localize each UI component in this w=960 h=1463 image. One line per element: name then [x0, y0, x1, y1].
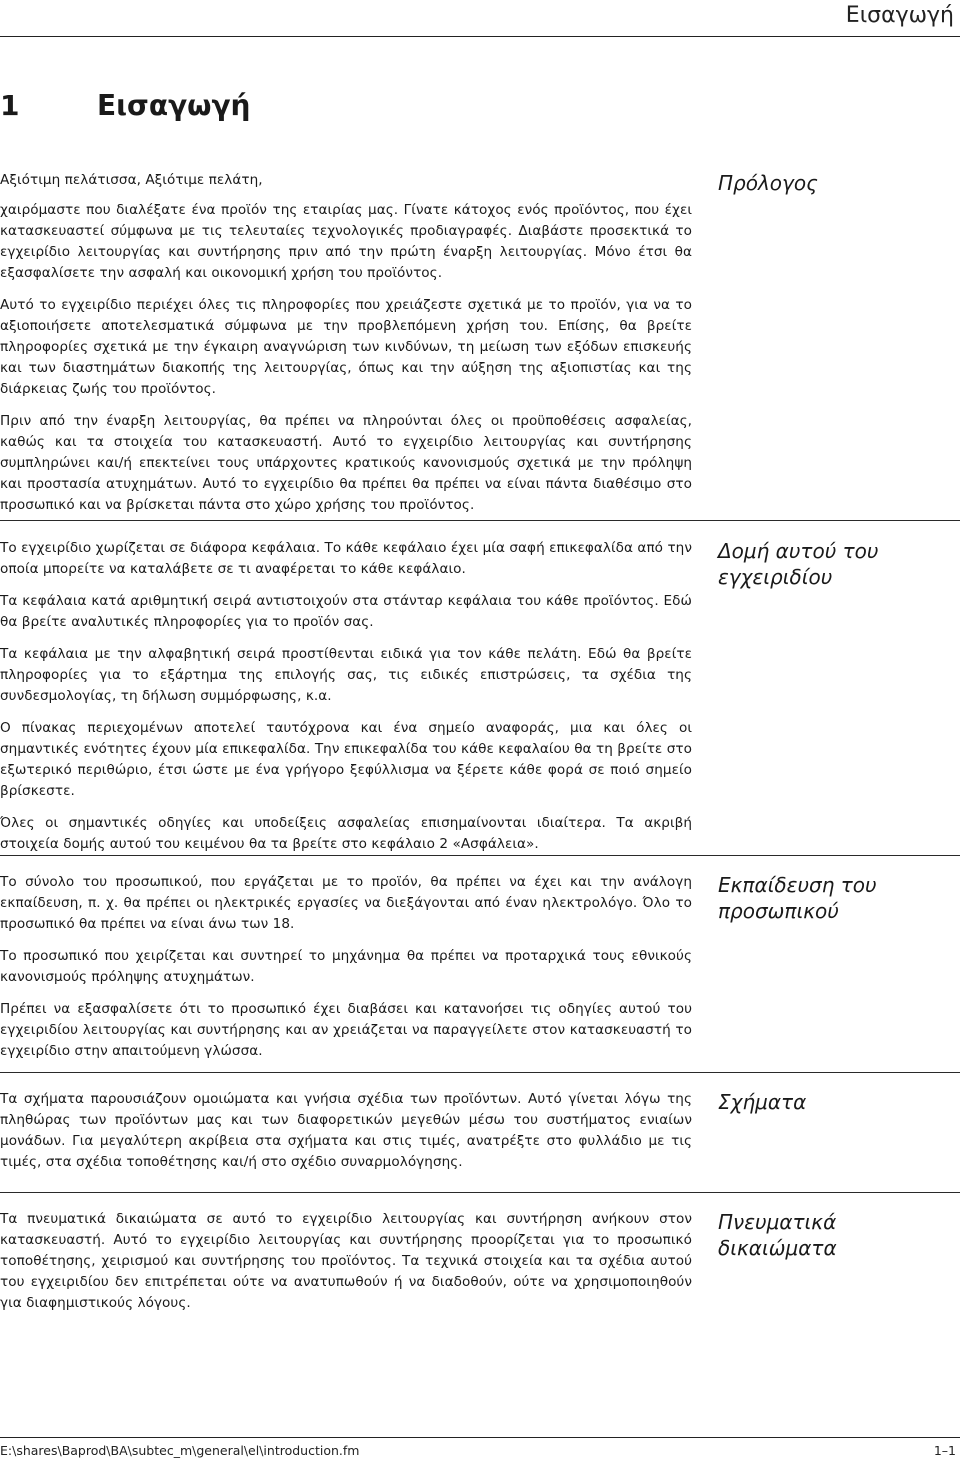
paragraph: Ο πίνακας περιεχομένων αποτελεί ταυτόχρονα και ένα σημείο αναφοράς, μια και όλες οι σημαντικές ενότητες έχουν μία επικεφαλίδα. Την επικεφαλίδα του κάθε κεφαλαίου θα τη βρείτε στο εξωτερικό περιθώριο, έτσι ώστε με ένα γρήγορο ξεφύλλισμα να ξέρετε κάθε φορά σε ποιό σημείο βρίσκεστε. [0, 720, 692, 799]
footer-page-number: 1–1 [933, 1443, 956, 1458]
side-heading-structure: Δομή αυτού του εγχειριδίου [718, 539, 879, 589]
paragraph: Αξιότιμη πελάτισσα, Αξιότιμε πελάτη, [0, 172, 263, 188]
side-heading-prologue: Πρόλογος [718, 171, 818, 195]
header-rule [0, 36, 960, 37]
side-heading-copyright: Πνευματικά δικαιώματα [718, 1210, 837, 1260]
side-heading-figures: Σχήματα [718, 1090, 807, 1114]
section-divider [0, 855, 960, 856]
section-divider [0, 520, 960, 521]
side-heading-training: Εκπαίδευση του προσωπικού [718, 873, 877, 923]
chapter-heading [0, 86, 251, 126]
paragraph: Το προσωπικό που χειρίζεται και συντηρεί το μηχάνημα θα πρέπει να προταρχικά τους εθνικούς κανονισμούς πρόληψης ατυχημάτων. [0, 948, 692, 985]
footer-rule [0, 1437, 960, 1438]
section-divider [0, 1072, 960, 1073]
chapter-number: 1 [0, 89, 20, 122]
paragraph: Τα κεφάλαια κατά αριθμητική σειρά αντιστοιχούν στα στάνταρ κεφάλαια του κάθε προϊόντος. Εδώ θα βρείτε αναλυτικές πληροφορίες για το προϊόν σας. [0, 593, 692, 630]
section-structure [0, 538, 692, 866]
paragraph: Το σύνολο του προσωπικού, που εργάζεται με το προϊόν, θα πρέπει να έχει και την ανάλογη εκπαίδευση, π. χ. θα πρέπει οι ηλεκτρικές εργασίες να διεξάγονται από έναν ηλεκτρολόγο. Όλο το προσωπικό θα πρέπει να είναι άνω των 18. [0, 874, 692, 932]
paragraph: χαιρόμαστε που διαλέξατε ένα προϊόν της εταιρίας μας. Γίνατε κάτοχος ενός προϊόντος, που έχει κατασκευαστεί σύμφωνα με τις τελευταίες τεχνολογικές προδιαγραφές. Διαβάστε προσεκτικά το εγχειρίδιο λειτουργίας και συντήρησης πριν από την πρώτη έναρξη λειτουργίας. Μόνο έτσι θα εξασφαλίσετε την ασφαλή και οικονομική χρήση του προϊόντος. [0, 202, 692, 281]
chapter-title: Εισαγωγή [97, 89, 251, 122]
section-copyright [0, 1209, 692, 1325]
section-divider [0, 1192, 960, 1193]
section-training [0, 872, 692, 1073]
section-prologue [0, 170, 692, 527]
paragraph: Τα πνευματικά δικαιώματα σε αυτό το εγχειρίδιο λειτουργίας και συντήρηση ανήκουν στον κατασκευαστή. Αυτό το εγχειρίδιο λειτουργίας και συντήρησης προορίζεται για το προσωπικό τοποθέτησης, χειρισμού και συντήρησης του προϊόντος. Τα τεχνικά στοιχεία και τα σχέδια αυτού του εγχειριδίου δεν επιτρέπεται ούτε να ανατυπωθούν ή να διαδοθούν, ούτε να χρησιμοποιηθούν για διαφημιστικούς λόγους. [0, 1211, 692, 1311]
running-header-title: Εισαγωγή [845, 3, 954, 28]
paragraph: Τα σχήματα παρουσιάζουν ομοιώματα και γνήσια σχέδια των προϊόντων. Αυτό γίνεται λόγω της πληθώρας των προϊόντων μας και των διαφορετικών μεγεθών μέσω του συστήματος ενιαίων μονάδων. Για μεγαλύτερη ακρίβεια στα σχήματα και στις τιμές, ανατρέξτε στο φυλλάδιο με τις τιμές, στα σχέδια τοποθέτησης και/ή στο σχέδιο συναρμολόγησης. [0, 1091, 692, 1170]
paragraph: Όλες οι σημαντικές οδηγίες και υποδείξεις ασφαλείας επισημαίνονται ιδιαίτερα. Τα ακριβή στοιχεία δομής αυτού του κειμένου θα τα βρείτε στο κεφάλαιο 2 «Ασφάλεια». [0, 815, 692, 852]
paragraph: Το εγχειρίδιο χωρίζεται σε διάφορα κεφάλαια. Το κάθε κεφάλαιο έχει μία σαφή επικεφαλίδα από την οποία μπορείτε να καταλάβετε σε τι αναφέρεται το κάθε κεφάλαιο. [0, 540, 692, 577]
paragraph: Αυτό το εγχειρίδιο περιέχει όλες τις πληροφορίες που χρειάζεστε σχετικά με το προϊόν, για να το αξιοποιήσετε αποτελεσματικά σύμφωνα με την προβλεπόμενη χρήση του. Επίσης, θα βρείτε πληροφορίες σχετικά με την έγκαιρη αναγνώριση των κινδύνων, τη μείωση των εξόδων επισκευής και των διαστημάτων διακοπής της λειτουργίας, όπως και την αύξηση της αξιοπιστίας και της διάρκειας ζωής του προϊόντος. [0, 297, 692, 397]
paragraph: Τα κεφάλαια με την αλφαβητική σειρά προστίθενται ειδικά για τον κάθε πελάτη. Εδώ θα βρείτε πληροφορίες για το εξάρτημα της επιλογής σας, τις ειδικές επιστρώσεις, τα σχέδια της συνδεσμολογίας, τη δήλωση συμμόρφωσης, κ.α. [0, 646, 692, 704]
section-figures [0, 1089, 692, 1184]
paragraph: Πριν από την έναρξη λειτουργίας, θα πρέπει να πληρούνται όλες οι προϋποθέσεις ασφαλείας, καθώς και τα στοιχεία του κατασκευαστή. Αυτό το εγχειρίδιο λειτουργίας και συντήρησης συμπληρώνει και/ή επεκτείνει τους υπάρχοντες κρατικούς κανονισμούς σχετικά με την πρόληψη και προστασία ατυχημάτων. Αυτό το εγχειρίδιο θα πρέπει θα πρέπει να είναι πάντα διαθέσιμο στο προσωπικό και να βρίσκεται πάντα στο χώρο χρήσης του προϊόντος. [0, 413, 692, 513]
paragraph: Πρέπει να εξασφαλίσετε ότι το προσωπικό έχει διαβάσει και κατανοήσει τις οδηγίες αυτού του εγχειριδίου λειτουργίας και συντήρησης και αν χρειάζεται να παραγγείλετε στον κατασκευαστή το εγχειρίδιο στην απαιτούμενη γλώσσα. [0, 1001, 692, 1059]
footer-file-path: E:\shares\Baprod\BA\subtec_m\general\el\introduction.fm [0, 1443, 360, 1458]
